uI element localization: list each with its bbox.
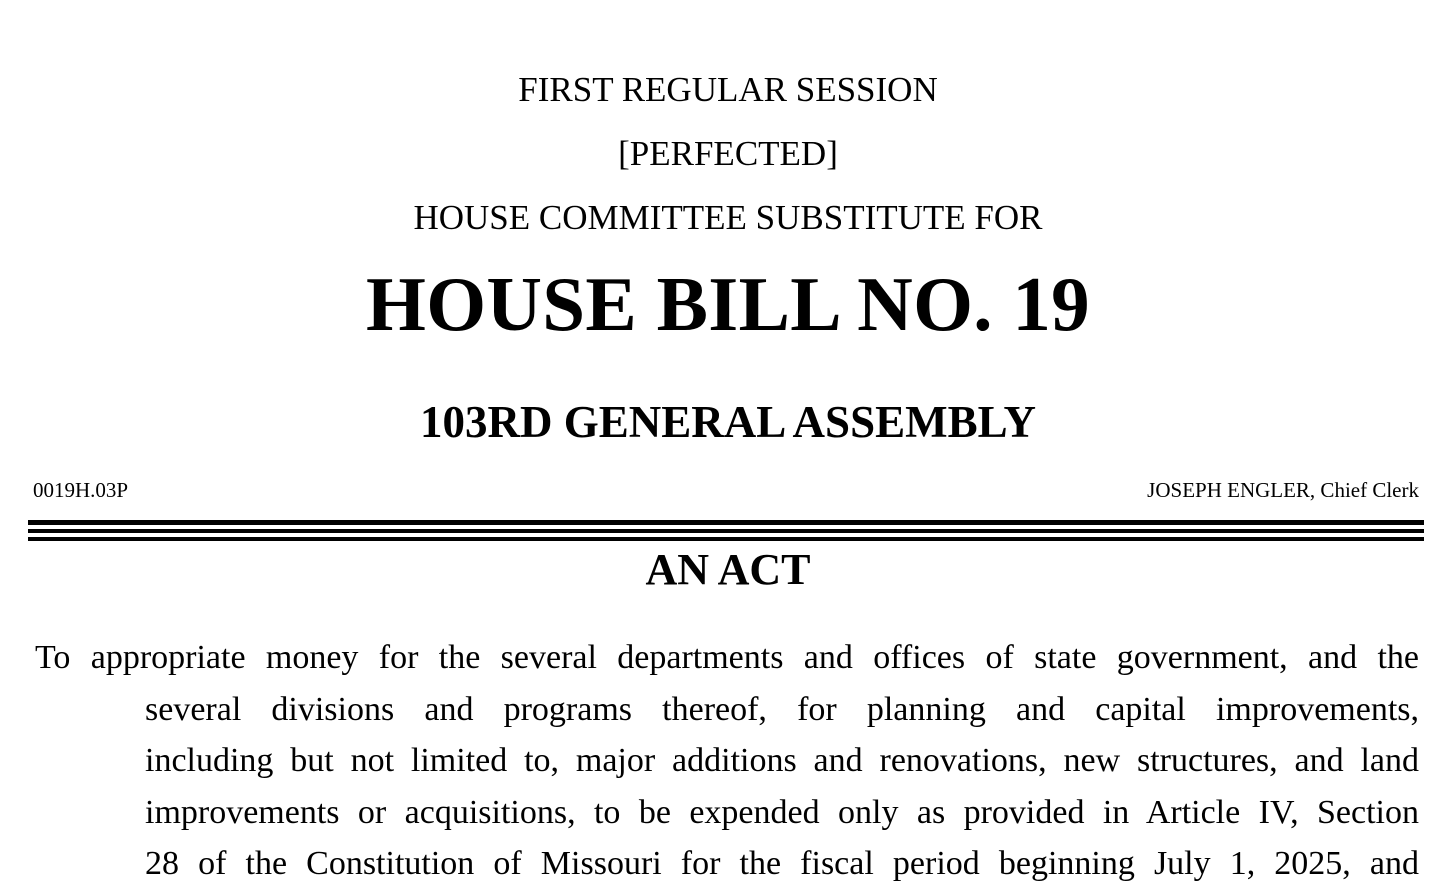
- session-line: FIRST REGULAR SESSION: [518, 70, 938, 109]
- perfected-status: [PERFECTED]: [618, 134, 838, 173]
- document-code: 0019H.03P: [33, 478, 129, 502]
- act-line: several divisions and programs thereof, for planning and capital improvements,: [145, 690, 1419, 728]
- divider-rule-top: [28, 520, 1424, 525]
- divider-rule-middle: [28, 529, 1424, 533]
- general-assembly-title: 103RD GENERAL ASSEMBLY: [419, 397, 1036, 447]
- act-line: including but not limited to, major additions and renovations, new structures, and land: [145, 742, 1419, 779]
- act-line: 28 of the Constitution of Missouri for the fiscal period beginning July 1, 2025, and: [145, 845, 1419, 882]
- act-heading: AN ACT: [645, 545, 811, 594]
- act-description: [35, 632, 1419, 890]
- bill-title: HOUSE BILL NO. 19: [366, 261, 1090, 347]
- act-line: improvements or acquisitions, to be expended only as provided in Article IV, Section: [145, 793, 1419, 831]
- divider-rule-bottom: [28, 537, 1424, 541]
- committee-substitute-line: HOUSE COMMITTEE SUBSTITUTE FOR: [413, 198, 1043, 237]
- chief-clerk-credit: JOSEPH ENGLER, Chief Clerk: [1147, 478, 1419, 502]
- act-line: To appropriate money for the several departments and offices of state government, and the: [35, 639, 1419, 676]
